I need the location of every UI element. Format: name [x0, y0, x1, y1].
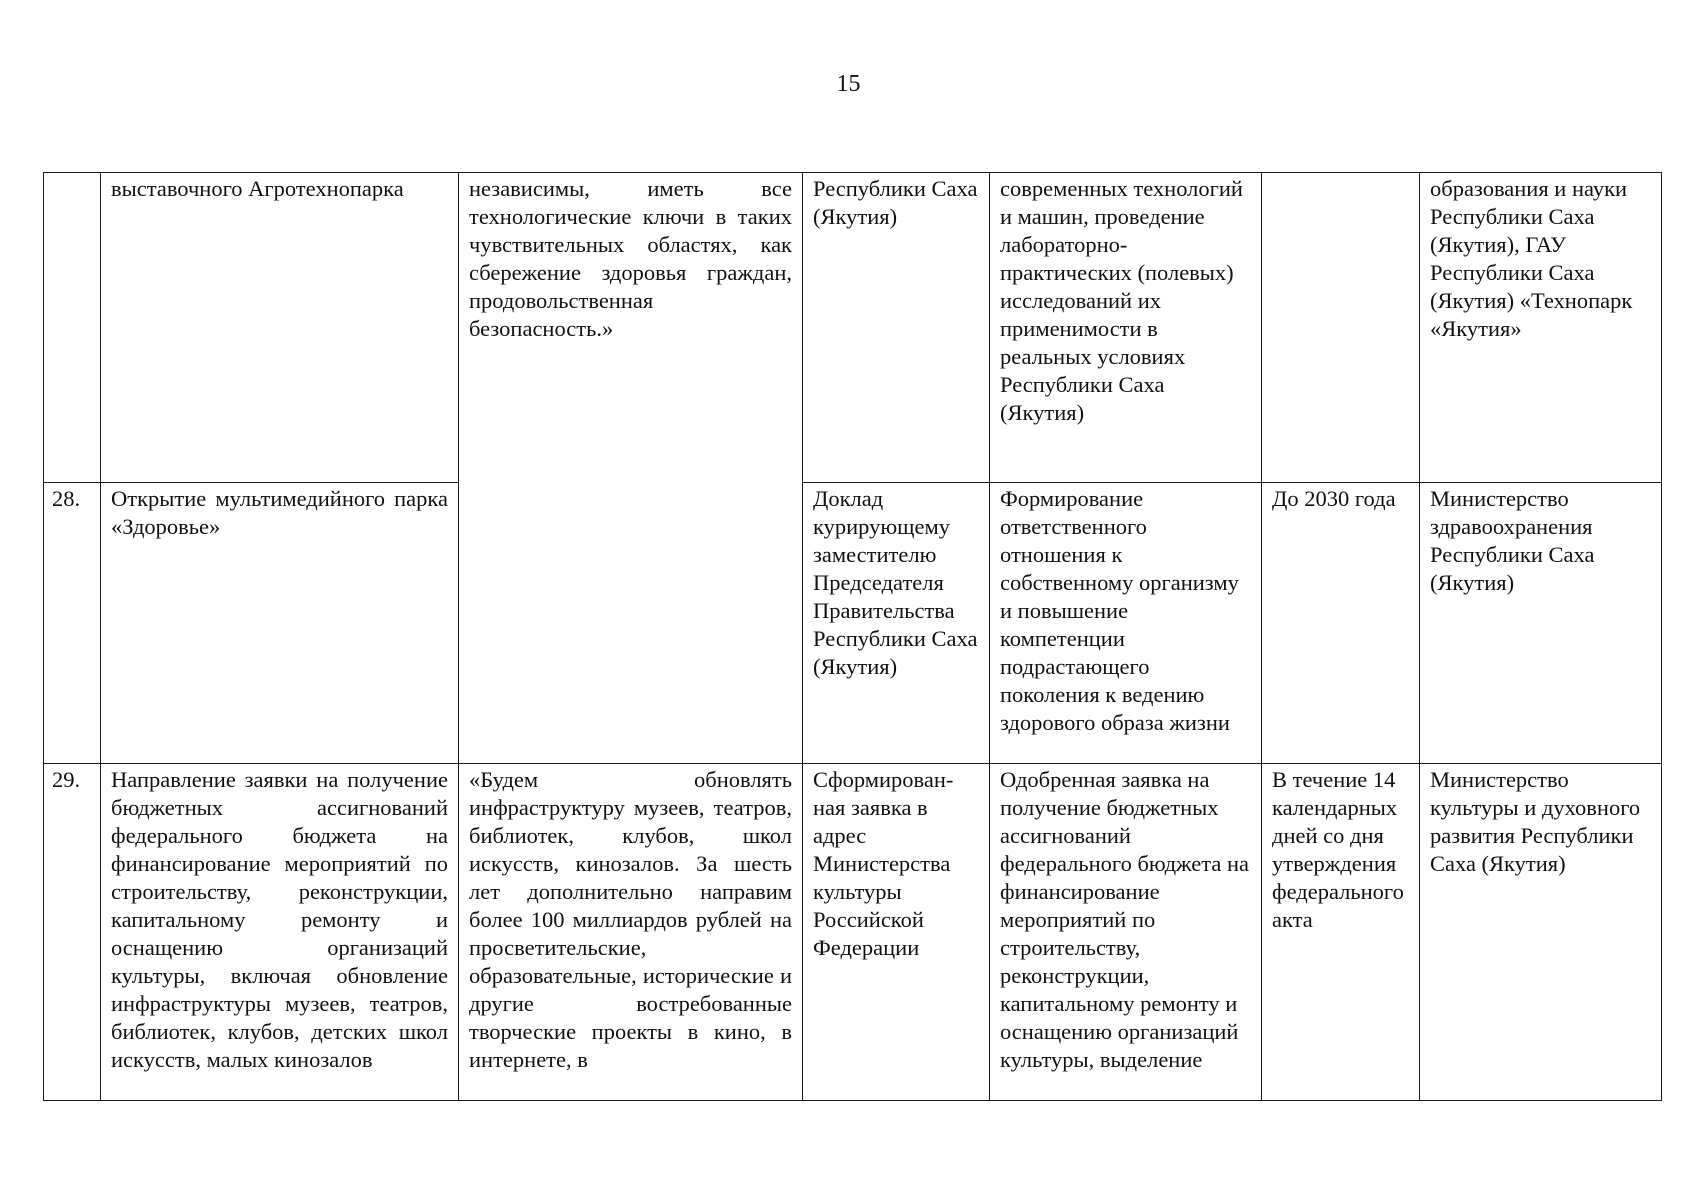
responsible-cell: Министерство здравоохранения Республики Саха (Якутия) — [1420, 483, 1662, 764]
row-number — [44, 173, 101, 483]
page-number: 15 — [836, 71, 861, 97]
table-row — [44, 764, 1662, 1101]
row-number: 28. — [44, 483, 101, 764]
result-cell: Формирование ответственного отношения к собственному организму и повышение компетенции подрастающего поколения к ведению здорового образа жизни — [990, 483, 1262, 764]
deadline-cell: До 2030 года — [1262, 483, 1420, 764]
result-cell: современных технологий и машин, проведение лабораторно-практических (полевых) исследований их применимости в реальных условиях Республики Саха (Якутия) — [990, 173, 1262, 483]
responsible-cell: образования и науки Республики Саха (Якутия), ГАУ Республики Саха (Якутия) «Технопарк «Якутия» — [1420, 173, 1662, 483]
result-cell: Одобренная заявка на получение бюджетных ассигнований федерального бюджета на финансирование мероприятий по строительству, реконструкции, капитальному ремонту и оснащению организаций культуры, выделение — [990, 764, 1262, 1101]
responsible-cell: Министерство культуры и духовного развития Республики Саха (Якутия) — [1420, 764, 1662, 1101]
deadline-cell — [1262, 173, 1420, 483]
goal-cell: «Будем обновлять инфраструктуру музеев, театров, библиотек, клубов, школ искусств, кинозалов. За шесть лет дополнительно направим более 100 миллиардов рублей на просветительские, образовательные, исторические и другие востребованные творческие проекты в кино, в интернете, в — [459, 764, 803, 1101]
output-cell: Сформирован-ная заявка в адрес Министерства культуры Российской Федерации — [803, 764, 990, 1101]
row-number: 29. — [44, 764, 101, 1101]
output-cell: Доклад курирующему заместителю Председателя Правительства Республики Саха (Якутия) — [803, 483, 990, 764]
measures-table — [43, 172, 1662, 1101]
table-row — [44, 483, 1662, 764]
event-cell: выставочного Агротехнопарка — [101, 173, 459, 483]
deadline-cell: В течение 14 календарных дней со дня утверждения федерального акта — [1262, 764, 1420, 1101]
goal-cell: независимы, иметь все технологические ключи в таких чувствительных областях, как сбережение здоровья граждан, продовольственная безопасность.» — [459, 173, 803, 764]
event-cell: Направление заявки на получение бюджетных ассигнований федерального бюджета на финансирование мероприятий по строительству, реконструкции, капитальному ремонту и оснащению организаций культуры, включая обновление инфраструктуры музеев, театров, библиотек, клубов, детских школ искусств, малых кинозалов — [101, 764, 459, 1101]
output-cell: Республики Саха (Якутия) — [803, 173, 990, 483]
event-cell: Открытие мультимедийного парка «Здоровье» — [101, 483, 459, 764]
table-row — [44, 173, 1662, 483]
